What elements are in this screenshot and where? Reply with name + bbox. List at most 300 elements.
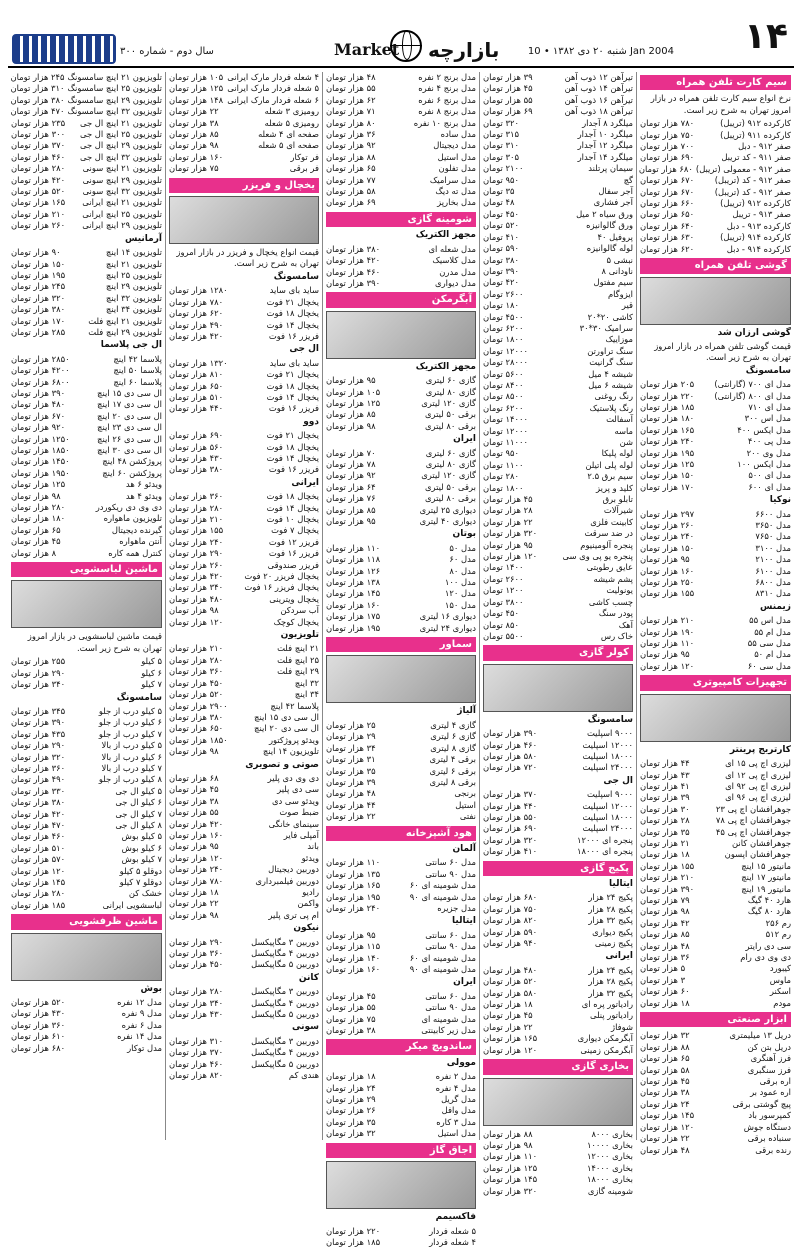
subsection-heading: موولی (446, 1057, 476, 1068)
price-row (640, 827, 791, 838)
item-name: مدل ۸۳۱۰ (755, 588, 791, 599)
price-row (11, 854, 162, 865)
item-name: مدل جزیره (437, 902, 476, 913)
price-row (640, 187, 791, 198)
item-name: ۶ کیلو درب از جلو (98, 717, 162, 728)
item-name: کارکرده ۹۱۳ - دبل (726, 220, 791, 231)
price-row (640, 209, 791, 220)
price-row (483, 846, 633, 857)
subsection-heading: ایران (453, 434, 476, 445)
subsection-heading: نیکون (293, 923, 319, 934)
item-price: ۱۲۶ هزار تومان (326, 565, 381, 576)
item-name: فریزر ۱۲ فوت (268, 536, 319, 547)
price-row (169, 898, 319, 909)
item-price: ۲۸۵ هزار تومان (11, 326, 66, 337)
item-price: ۱۱۰ هزار تومان (640, 638, 695, 649)
price-row (326, 1002, 476, 1013)
item-name: دیواری ۲۵ لیتری (419, 504, 476, 515)
item-price: ۱۸۰ تومان (483, 300, 520, 311)
item-name: دوربین فیلمبرداری (255, 875, 319, 886)
item-name: گازی ۶۰ لیتری (425, 375, 476, 386)
item-name: پکیج ۳۲ هزار (588, 987, 633, 998)
item-name: رادیاتور پنلی (590, 1010, 633, 1021)
item-name: بخاری ۱۸۰۰۰ (586, 1174, 633, 1185)
item-price: ۴۳ هزار تومان (640, 769, 690, 780)
price-row (11, 377, 162, 388)
item-name: گازی ۱۲۰ لیتری (421, 470, 476, 481)
item-price: ۶۲۰ هزار تومان (640, 243, 695, 254)
item-name: نبشی ۵ (606, 254, 633, 265)
item-price: ۲۵۰ هزار تومان (640, 577, 695, 588)
item-name: پکیج ۲۴ هزار (588, 964, 633, 975)
item-name: مدل ۶۰ (449, 554, 476, 565)
price-row (640, 963, 791, 974)
item-name: ۵ کیلو (141, 656, 162, 667)
price-row (11, 786, 162, 797)
price-row (169, 582, 319, 593)
item-price: ۲۲ هزار تومان (640, 1133, 690, 1144)
item-name: پکیج ۲۸ هزار (588, 976, 633, 987)
item-price: ۳۹۰ هزار تومان (11, 717, 66, 728)
item-name: یخچال ۱۰ فوت (266, 514, 319, 524)
price-row (169, 746, 319, 757)
item-price: ۴۴ هزار تومان (640, 758, 690, 769)
price-row (169, 548, 319, 559)
item-price: ۱۶۰ هزار تومان (640, 565, 695, 576)
item-name: ۱۲۰۰۰ اسپلیت (582, 800, 633, 811)
item-name: تیرآهن ۱۸ ذوب آهن (564, 106, 633, 117)
item-name: مدل ۲ نفره (435, 1071, 476, 1082)
item-price: ۷۵۰ هزار تومان (640, 129, 695, 140)
item-name: رومیزی ۵ شعله (264, 117, 319, 128)
item-price: ۲۸۰ هزار تومان (11, 888, 66, 899)
item-price: ۷۹ هزار تومان (640, 894, 690, 905)
item-name: مدل برنج ۸ نفره (418, 106, 476, 117)
item-price: ۱۶۵ هزار تومان (11, 197, 66, 208)
item-price: ۳۱۰ هزار تومان (10, 83, 65, 94)
price-row (169, 594, 319, 605)
price-row (169, 853, 319, 864)
item-price: ۴۲۰ هزار تومان (169, 571, 224, 582)
item-name: صفحه ای ۵ شعله (258, 140, 319, 151)
price-row (640, 175, 791, 186)
item-price: ۳۸ هزار تومان (640, 1087, 690, 1098)
item-name: تابلو برق (602, 494, 633, 505)
price-row (169, 331, 319, 342)
price-row (326, 857, 476, 868)
price-row (11, 1008, 162, 1019)
price-row (483, 915, 633, 926)
item-name: دوربین ۳ مگاپیکسل (251, 986, 319, 997)
price-row (326, 600, 476, 611)
item-price: ۲۴۰ هزار تومان (169, 864, 224, 875)
column-5 (8, 72, 165, 1140)
price-row (640, 118, 791, 129)
price-row (11, 270, 162, 281)
price-row (169, 910, 319, 921)
item-price: ۲۲۰ هزار تومان (640, 390, 695, 401)
item-name: یخچال کوچک (273, 616, 319, 627)
price-row (169, 464, 319, 475)
item-name: ال سی دی ۲۰ اینچ (97, 410, 162, 421)
item-price: ۳۲ هزار تومان (326, 1128, 376, 1139)
item-name: ال سی دی ۲۳ اینچ (97, 422, 162, 433)
price-row (483, 277, 633, 288)
item-name: مدل ۳۱۰۰ (755, 542, 791, 553)
price-row (483, 823, 633, 834)
item-price: ۹۸ هزار تومان (169, 140, 219, 151)
item-price: ۶۷۰ هزار تومان (640, 175, 695, 186)
price-row (169, 430, 319, 441)
item-name: مدل ۸۰ (449, 565, 476, 576)
price-row (326, 140, 476, 151)
item-name: مدل ۹۰ سانتی (425, 941, 476, 952)
item-price: ۹۲ هزار تومان (326, 140, 376, 151)
item-price: ۲۶۰۰ تومان (483, 573, 524, 584)
item-name: دریل ۱۳ میلیمتری (729, 1030, 791, 1041)
price-row (483, 1010, 633, 1021)
item-price: ۱۲۸۰ هزار تومان (169, 285, 228, 296)
price-row (11, 186, 162, 197)
price-row (326, 1237, 476, 1248)
price-row (640, 391, 791, 402)
item-name: گچ (623, 174, 633, 185)
item-price: ۲۸۰۰۰ تومان (483, 357, 529, 368)
item-price: ۱۴۵۰ هزار تومان (11, 456, 70, 467)
price-row (483, 892, 633, 903)
item-price: ۱۴۵ هزار تومان (640, 1110, 695, 1121)
item-price: ۵۵۰۰ تومان (483, 630, 524, 641)
price-row (483, 789, 633, 800)
item-price: ۳۲۰ هزار تومان (483, 528, 538, 539)
item-price: ۱۷۵ هزار تومان (326, 611, 381, 622)
price-row (11, 422, 162, 433)
item-price: ۴۱۰ تومان (483, 231, 520, 242)
newspaper-logo-icon (12, 34, 116, 64)
price-row (326, 543, 476, 554)
item-price: ۲۶۰ هزار تومان (640, 520, 695, 530)
item-price: ۴۲ هزار تومان (640, 917, 690, 928)
item-name: مدل ته دیگ (435, 186, 476, 197)
item-name: دریل بتن کن (747, 1041, 791, 1052)
item-price: ۱۹۰ هزار تومان (640, 626, 695, 637)
item-name: لیزری اچ پی ۱۵ ای (725, 758, 791, 769)
section-heading: بخاری گازی (483, 1059, 633, 1074)
item-name: مانیتور ۱۷ اینچ (741, 872, 791, 883)
price-row (640, 1145, 791, 1156)
item-name: گیرنده دیجیتال (111, 524, 162, 535)
subsection-heading: ال جی (289, 344, 319, 355)
price-row (11, 163, 162, 174)
item-price: ۴۲۰ تومان (483, 277, 520, 288)
item-price: ۶۵۰ هزار تومان (169, 380, 224, 391)
item-name: ایزوگام (607, 288, 633, 299)
price-row (11, 445, 162, 456)
item-name: شن (619, 437, 633, 447)
item-price: ۲۸۰ هزار تومان (11, 163, 66, 174)
item-price: ۱۸ هزار تومان (326, 1071, 376, 1082)
item-name: دیواری ۱۶ لیتری (419, 611, 476, 622)
item-name: تلویزیون ۲۵ اینچ ال جی (79, 129, 162, 140)
price-row (169, 491, 319, 502)
item-name: یخچال ۱۸ فوت (266, 380, 319, 391)
item-price: ۱۶۵ هزار تومان (640, 424, 695, 435)
price-row (483, 403, 633, 414)
item-price: ۷۵ هزار تومان (326, 1013, 376, 1024)
price-row (640, 459, 791, 470)
price-row (483, 163, 633, 174)
item-price: ۶۲ هزار تومان (326, 94, 376, 105)
item-name: بخاری ۱۴۰۰۰ (586, 1162, 633, 1173)
item-price: ۲۸۰ هزار تومان (11, 502, 66, 513)
price-row (326, 106, 476, 117)
item-name: تلویزیون ۱۴ اینچ (105, 247, 162, 258)
price-row (640, 436, 791, 447)
item-price: ۵۱۰ هزار تومان (11, 842, 66, 853)
item-price: ۴۱۰ هزار تومان (483, 846, 538, 857)
item-name: تلویزیون ۲۹ اینچ سونی (82, 174, 162, 185)
item-name: یخچال ۱۴ فوت (266, 502, 319, 513)
item-name: پکیج ۳۲ هزار (588, 915, 633, 926)
item-name: برقی ۸ لیتری (429, 776, 476, 787)
price-row (640, 1099, 791, 1110)
item-price: ۳۶ هزار تومان (326, 129, 376, 140)
price-row (640, 448, 791, 459)
item-price: ۹۵ هزار تومان (326, 375, 376, 386)
item-price: ۵۸ هزار تومان (326, 186, 376, 197)
item-name: تلویزیون ۳۴ اینچ (105, 304, 162, 315)
price-row (169, 163, 319, 174)
item-price: ۴۳۰ هزار تومان (11, 1008, 66, 1019)
price-row (326, 1071, 476, 1082)
price-row (640, 649, 791, 660)
price-row (169, 735, 319, 746)
item-name: ۱۸۰۰۰ اسپلیت (582, 811, 633, 822)
price-row (483, 585, 633, 596)
item-name: دوربین ۴ مگاپیکسل (251, 997, 319, 1008)
item-name: ۷ کیلو درب از جلو (98, 728, 162, 739)
price-row (483, 528, 633, 539)
item-price: ۱۲۵ هزار تومان (483, 1162, 538, 1173)
item-name: گازی ۸ لیتری (430, 742, 476, 753)
subsection-heading: گوشی ارزان شد (717, 327, 791, 338)
item-price: ۱۲۵ هزار تومان (169, 83, 224, 94)
price-row (169, 129, 319, 140)
item-price: ۲۸۰ هزار تومان (169, 502, 224, 513)
item-price: ۳۴۰ هزار تومان (11, 679, 66, 690)
price-row (11, 129, 162, 140)
section-heading: سماور (326, 637, 476, 652)
item-name: چسب کاشی (588, 596, 633, 607)
item-price: ۱۸۵ هزار تومان (11, 899, 66, 910)
price-row (483, 1045, 633, 1056)
item-name: فر برقی (289, 163, 319, 174)
section-title-fa: بازارچه (428, 38, 500, 62)
price-row (326, 267, 476, 278)
item-price: ۱۳۲۰ هزار تومان (169, 357, 228, 368)
item-price: ۲۱۰ هزار تومان (169, 643, 224, 654)
item-price: ۱۱۰ هزار تومان (483, 1151, 538, 1162)
item-name: سی دی رایتر (745, 940, 791, 951)
subsection-heading: آرمانیس (125, 233, 162, 244)
item-name: آجر فشاری (593, 197, 633, 208)
item-price: ۵۹۰ هزار تومان (483, 926, 538, 937)
price-row (483, 437, 633, 448)
item-price: ۱۹۵ هزار تومان (11, 269, 66, 280)
item-name: مدل مدرن (439, 266, 476, 277)
price-row (169, 666, 319, 677)
item-price: ۳۲۰ تومان (483, 117, 520, 128)
section-heading: تجهیزات کامپیوتری (640, 675, 791, 690)
price-row (483, 220, 633, 231)
item-price: ۱۸ هزار تومان (169, 887, 219, 897)
section-heading: ماشین ظرفشویی (11, 914, 162, 929)
section-heading: یخچال و فریزر (169, 178, 319, 193)
item-name: فریزر صندوقی (267, 559, 319, 570)
price-row (483, 312, 633, 323)
price-row (11, 209, 162, 220)
item-name: مدل ام ۵۵ (754, 626, 791, 637)
item-name: ۹۰۰۰ اسپلیت (586, 789, 633, 800)
item-price: ۶۹ هزار تومان (483, 106, 533, 117)
item-price: ۷۸۰ هزار تومان (640, 118, 695, 129)
item-price: ۴۳۵ هزار تومان (11, 728, 66, 739)
price-row (326, 1094, 476, 1105)
item-price: ۳۶۰ هزار تومان (169, 666, 224, 677)
item-price: ۴۴۰ هزار تومان (483, 800, 538, 811)
item-name: پنجره ای ۱۸۰۰۰ (577, 846, 633, 857)
price-row (169, 1036, 319, 1047)
item-price: ۸۰ هزار تومان (326, 117, 376, 128)
price-row (11, 95, 162, 106)
price-row (640, 804, 791, 815)
subsection-heading: فاکسیمم (435, 1212, 476, 1223)
price-row (169, 297, 319, 308)
subsection-heading: کارتریج پرینتر (729, 744, 791, 755)
subsection-heading: سونی (292, 1022, 319, 1033)
subsection-heading: سامسونگ (745, 365, 791, 376)
price-row (169, 453, 319, 464)
item-price: ۳۸۰ هزار تومان (11, 304, 66, 315)
item-price: ۱۸۰ هزار تومان (640, 413, 695, 424)
section-title-en: Market (334, 40, 400, 59)
item-price: ۵۶۰۰ تومان (483, 368, 524, 379)
item-name: نفتی (459, 811, 476, 822)
item-name: ۱۸۰۰۰ اسپلیت (582, 750, 633, 761)
item-name: مدل کلاسیک (432, 255, 476, 266)
item-name: دوقلو ۷ کیلو (119, 877, 162, 887)
price-row (483, 323, 633, 334)
item-price: ۹۲ هزار تومان (326, 470, 376, 481)
date-line: شنبه ۲۰ دی ۱۳۸۲ • 10 Jan 2004 (527, 46, 674, 57)
price-row (169, 617, 319, 628)
item-name: یخچال ۱۸ فوت (266, 308, 319, 319)
item-name: لیزری اچ پی ۹۲ ای (725, 780, 791, 791)
price-row (11, 525, 162, 536)
item-name: ۵ کیلو بوش (121, 831, 162, 842)
item-price: ۱۸۰ هزار تومان (11, 513, 66, 524)
price-row (169, 571, 319, 582)
item-price: ۲۴ هزار تومان (326, 1082, 376, 1093)
item-name: مدل ۶۰ سانتی (425, 929, 476, 940)
price-row (169, 503, 319, 514)
item-price: ۴۸ تومان (483, 197, 515, 208)
price-row (326, 72, 476, 83)
item-price: ۳۸۰ هزار تومان (11, 797, 66, 808)
price-row (483, 289, 633, 300)
item-name: پلاسما ۴۲ اینچ (113, 353, 162, 364)
item-name: پروفیل ۴۰ (597, 231, 633, 242)
item-price: ۱۱۵ هزار تومان (326, 941, 381, 952)
item-price: ۳۸۰ تومان (483, 254, 520, 265)
item-name: تلویزیون ۲۱ اینچ سامسونگ (67, 72, 162, 82)
item-name: تلویزیون ۳۲ اینچ (105, 292, 162, 303)
price-row (483, 562, 633, 573)
item-name: تلویزیون ۱۴ اینچ (262, 746, 319, 757)
price-row (640, 998, 791, 1009)
item-name: ۴ شعله فردار (429, 1236, 476, 1247)
item-price: ۹۵ هزار تومان (483, 539, 533, 550)
item-price: ۳ هزار تومان (640, 974, 686, 985)
item-name: تلویزیون ۳۲ اینچ ال جی (79, 151, 162, 162)
item-name: مدل اس ۵۵ (749, 615, 791, 626)
item-price: ۳۶۰ هزار تومان (11, 1019, 66, 1030)
section-heading: سیم کارت تلفن همراه (640, 75, 791, 90)
item-name: ۵ کیلو درب از بالا (101, 740, 162, 751)
subsection-heading: سامسونگ (273, 271, 319, 282)
item-name: ویدئو سی دی (271, 795, 319, 806)
item-price: ۴۵۰ تومان (483, 608, 520, 619)
subsection-heading: صوتی و تصویری (245, 759, 319, 770)
item-name: ۵ شعله فردار (429, 1225, 476, 1236)
item-name: ۲۴۰۰۰ اسپلیت (582, 823, 633, 834)
item-name: مدل بخارپز (437, 197, 476, 208)
item-name: مدل ای ۵۰۰ (748, 470, 791, 481)
item-price: ۷۱ هزار تومان (326, 106, 376, 117)
price-row (483, 976, 633, 987)
item-name: یخچال فریزر ۲۰ فوت (244, 571, 319, 582)
price-row (483, 106, 633, 117)
price-row (326, 83, 476, 94)
item-price: ۱۲۵ هزار تومان (326, 397, 381, 408)
item-name: دوقلو ۵ کیلو (119, 865, 162, 876)
item-price: ۷۵۰ هزار تومان (483, 903, 538, 914)
price-row (326, 448, 476, 459)
item-name: بخاری ۱۰۰۰۰ (586, 1139, 633, 1150)
price-row (11, 83, 162, 94)
item-price: ۹۸ هزار تومان (326, 420, 376, 431)
item-name: کمپرسور باد (748, 1110, 791, 1121)
item-name: پکیج ۲۸ هزار (588, 903, 633, 914)
item-price: ۴۴۰ هزار تومان (169, 403, 224, 414)
item-price: ۱۲۵۰ هزار تومان (11, 433, 70, 444)
price-row (326, 766, 476, 777)
price-row (169, 514, 319, 525)
price-row (326, 566, 476, 577)
item-name: ۵ شعله فردار مارک ایرانی (227, 83, 319, 94)
price-row (483, 140, 633, 151)
item-price: ۴۸۰ هزار تومان (11, 399, 66, 410)
price-row (483, 448, 633, 459)
price-row (169, 1059, 319, 1070)
item-price: ۱۸۰۰ تومان (483, 482, 524, 493)
item-name: صفر ۹۱۳ - تریبل (732, 209, 791, 220)
item-name: دوربین ۵ مگاپیکسل (251, 959, 319, 970)
price-row (11, 763, 162, 774)
item-price: ۹۸ هزار تومان (169, 909, 219, 920)
item-name: ورق گالوانیزه (586, 220, 633, 231)
price-row (483, 1151, 633, 1162)
